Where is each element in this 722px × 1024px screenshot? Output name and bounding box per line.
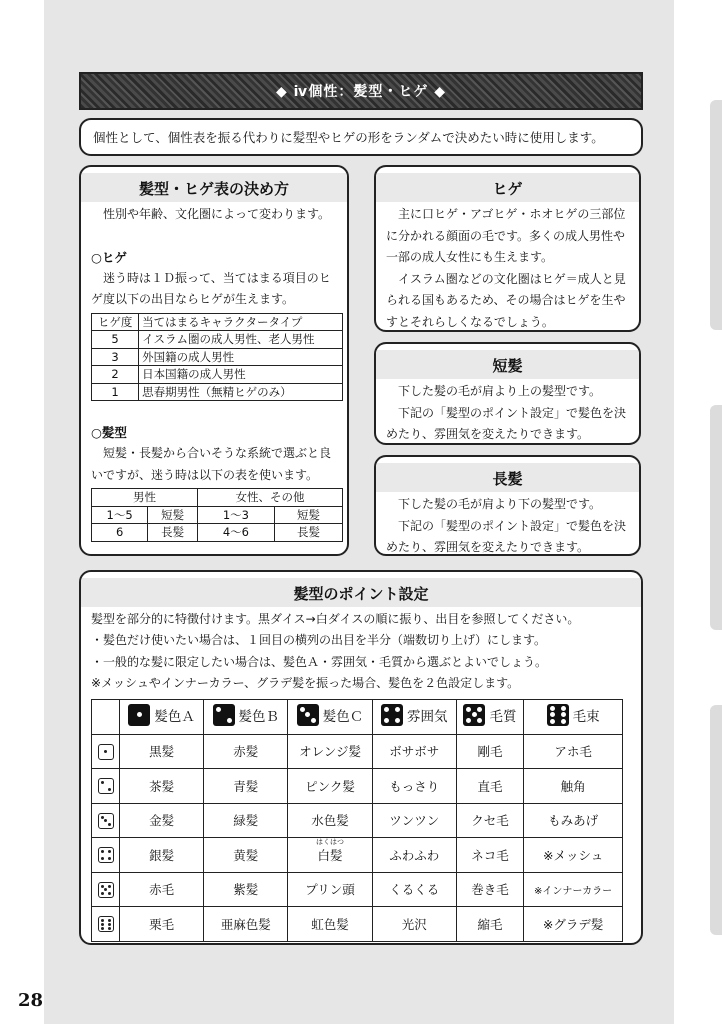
beard-box-p1: 主に口ヒゲ・アゴヒゲ・ホオヒゲの三部位に分かれる顔面の毛です。多くの成人男性や一部の成人女性にも生えます。 (386, 207, 626, 264)
die-4-icon (381, 704, 403, 726)
points-cell: もっさり (372, 769, 456, 804)
intro-text: 個性として、個性表を振る代わりに髪型やヒゲの形をランダムで決めたい時に使用します。 (93, 130, 604, 145)
points-cell-text: 白髪 (317, 847, 343, 863)
long-hair-box (374, 455, 641, 556)
beard-type: 外国籍の成人男性 (139, 348, 343, 366)
points-column-header (524, 700, 623, 735)
short-hair-title: 短髪 (376, 350, 639, 379)
edge-tab (710, 405, 722, 630)
die-6-icon (547, 704, 569, 726)
decision-title: 髪型・ヒゲ表の決め方 (81, 173, 347, 202)
points-cell: 紫髪 (204, 872, 288, 907)
white-die-cell (92, 907, 120, 942)
long-hair-p1: 下した髪の毛が肩より下の髪型です。 (398, 497, 602, 511)
white-die-cell (92, 769, 120, 804)
points-cell: ※インナーカラー (524, 872, 623, 907)
points-cell: ツンツン (372, 803, 456, 838)
points-line: ※メッシュやインナーカラー、グラデ髪を振った場合、髪色を２色設定します。 (91, 675, 520, 690)
hair-length: 長髪 (148, 524, 198, 542)
points-cell: 水色髪 (288, 803, 372, 838)
edge-tab (710, 100, 722, 330)
beard-type: 思春期男性（無精ヒゲのみ） (139, 383, 343, 401)
beard-heading: ○ヒゲ (91, 249, 127, 265)
ruby-reading: はくはつ (316, 837, 344, 846)
points-column-label: 雰囲気 (406, 708, 448, 725)
hair-length: 短髪 (148, 506, 198, 524)
beard-table-header: ヒゲ度 (92, 313, 139, 331)
die-1-icon (128, 704, 150, 726)
roll-range: 1～5 (92, 506, 148, 524)
short-hair-box (374, 342, 641, 445)
points-cell: ※グラデ髪 (524, 907, 623, 942)
points-cell: 剛毛 (456, 734, 523, 769)
die-3-icon (297, 704, 319, 726)
beard-box (374, 165, 641, 332)
points-cell: 銀髪 (120, 838, 204, 873)
beard-table (91, 313, 343, 402)
table-row (92, 907, 623, 942)
points-cell: 赤髪 (204, 734, 288, 769)
points-column-label: 髪色Ｃ (322, 708, 364, 725)
points-cell: 亜麻色髪 (204, 907, 288, 942)
edge-tab (710, 705, 722, 935)
points-cell (288, 838, 372, 873)
beard-table-header: 当てはまるキャラクタータイプ (139, 313, 343, 331)
hair-text: 短髪・長髪から合いそうな系統で選ぶと良いですが、迷う時は以下の表を使います。 (91, 446, 332, 482)
points-cell: ボサボサ (372, 734, 456, 769)
points-cell: オレンジ髪 (288, 734, 372, 769)
beard-type: イスラム圏の成人男性、老人男性 (139, 331, 343, 349)
intro-box (79, 118, 643, 156)
long-hair-title: 長髪 (376, 463, 639, 492)
points-cell: 栗毛 (120, 907, 204, 942)
points-cell: プリン頭 (288, 872, 372, 907)
points-cell: 緑髪 (204, 803, 288, 838)
points-column-label: 髪色Ｂ (238, 708, 280, 725)
points-column-header (204, 700, 288, 735)
beard-type: 日本国籍の成人男性 (139, 366, 343, 384)
table-row (92, 872, 623, 907)
points-column-label: 髪色Ａ (154, 708, 195, 725)
beard-box-p2: イスラム圏などの文化圏はヒゲ＝成人と見られる国もあるため、その場合はヒゲを生やすとそれらしくなるでしょう。 (386, 271, 626, 329)
die-3-icon (98, 813, 114, 829)
points-column-header (372, 700, 456, 735)
table-row (92, 838, 623, 873)
points-cell: ネコ毛 (456, 838, 523, 873)
points-table (91, 699, 623, 942)
die-4-icon (98, 847, 114, 863)
hair-length: 短髪 (274, 506, 342, 524)
beard-degree: 1 (92, 383, 139, 401)
table-row (92, 734, 623, 769)
points-cell: 光沢 (372, 907, 456, 942)
beard-degree: 3 (92, 348, 139, 366)
points-title: 髪型のポイント設定 (81, 578, 641, 607)
long-hair-p2: 下記の「髪型のポイント設定」で髪色を決めたり、雰囲気を変えたりできます。 (386, 518, 627, 554)
points-cell: アホ毛 (524, 734, 623, 769)
points-cell: もみあげ (524, 803, 623, 838)
section-title: ◆ ⅳ個性：髪型・ヒゲ ◆ (275, 84, 447, 100)
hair-table-header-female: 女性、その他 (197, 489, 342, 507)
section-title-bar (79, 72, 643, 110)
table-row (92, 769, 623, 804)
points-cell: 赤毛 (120, 872, 204, 907)
points-line: 髪型を部分的に特徴付けます。黒ダイス→白ダイスの順に振り、出目を参照してください。 (91, 612, 580, 626)
die-5-icon (463, 704, 485, 726)
roll-range: 6 (92, 524, 148, 542)
beard-text: 迷う時は１Ｄ振って、当てはまる項目のヒゲ度以下の出目ならヒゲが生えます。 (91, 270, 331, 306)
die-5-icon (98, 882, 114, 898)
points-cell: 黒髪 (120, 734, 204, 769)
die-6-icon (98, 916, 114, 932)
decision-box (79, 165, 349, 556)
points-cell: 虹色髪 (288, 907, 372, 942)
points-cell: くるくる (372, 872, 456, 907)
points-box (79, 570, 643, 945)
points-cell: 黄髪 (204, 838, 288, 873)
points-cell: ピンク髪 (288, 769, 372, 804)
decision-lead: 性別や年齢、文化圏によって変わります。 (103, 207, 331, 221)
points-column-header (456, 700, 523, 735)
points-cell: 縮毛 (456, 907, 523, 942)
white-die-cell (92, 838, 120, 873)
die-2-icon (98, 778, 114, 794)
points-cell: 直毛 (456, 769, 523, 804)
roll-range: 4～6 (197, 524, 274, 542)
points-cell: 巻き毛 (456, 872, 523, 907)
beard-degree: 5 (92, 331, 139, 349)
hair-length: 長髪 (274, 524, 342, 542)
short-hair-p2: 下記の「髪型のポイント設定」で髪色を決めたり、雰囲気を変えたりできます。 (386, 405, 627, 441)
points-column-label: 毛束 (572, 708, 600, 725)
points-cell: クセ毛 (456, 803, 523, 838)
points-cell: 触角 (524, 769, 623, 804)
points-line: ・髪色だけ使いたい場合は、１回目の横列の出目を半分（端数切り上げ）にします。 (91, 633, 547, 648)
hair-heading: ○髪型 (91, 425, 127, 440)
beard-degree: 2 (92, 366, 139, 384)
hair-length-table (91, 488, 343, 542)
points-column-label: 毛質 (489, 708, 517, 725)
points-line: ・一般的な髪に限定したい場合は、髪色Ａ・雰囲気・毛質から選ぶとよいでしょう。 (91, 654, 548, 669)
short-hair-p1: 下した髪の毛が肩より上の髪型です。 (398, 384, 602, 398)
points-column-header (288, 700, 372, 735)
hair-table-header-male: 男性 (92, 489, 198, 507)
table-row (92, 803, 623, 838)
page-number: 28 (18, 990, 44, 1011)
roll-range: 1～3 (197, 506, 274, 524)
die-1-icon (98, 744, 114, 760)
white-die-cell (92, 734, 120, 769)
points-cell: 青髪 (204, 769, 288, 804)
points-cell: ※メッシュ (524, 838, 623, 873)
corner-cell (92, 700, 120, 735)
die-2-icon (213, 704, 235, 726)
points-cell: 茶髪 (120, 769, 204, 804)
points-cell: 金髪 (120, 803, 204, 838)
points-cell: ふわふわ (372, 838, 456, 873)
white-die-cell (92, 803, 120, 838)
beard-box-title: ヒゲ (376, 173, 639, 202)
white-die-cell (92, 872, 120, 907)
points-column-header (120, 700, 204, 735)
